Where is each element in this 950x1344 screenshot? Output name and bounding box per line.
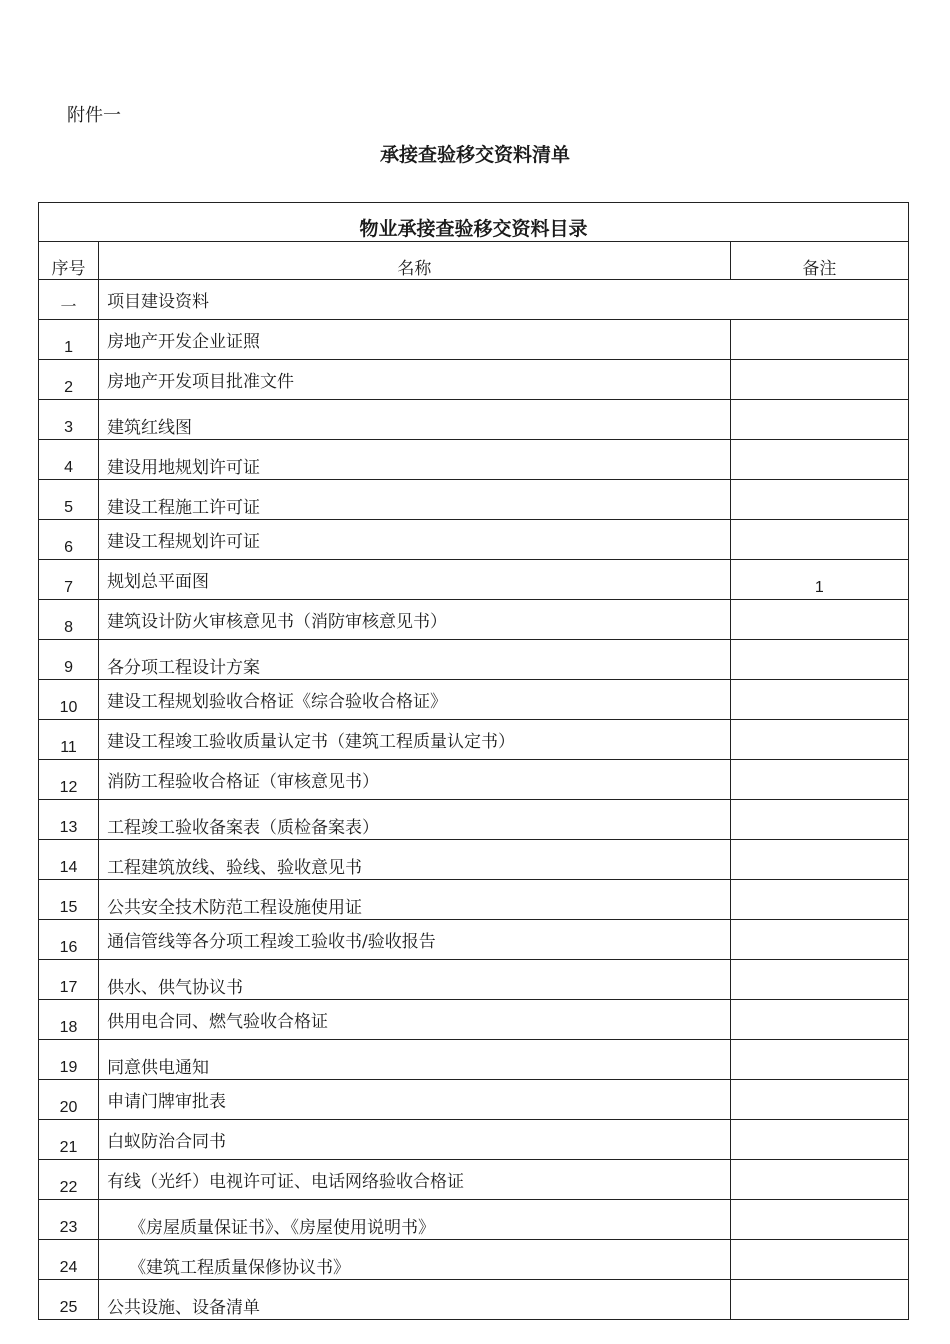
row-note: [730, 1200, 908, 1240]
row-number: 9: [39, 640, 99, 680]
table-row: [39, 1280, 909, 1320]
row-note: [730, 600, 908, 640]
attachment-label: 附件一: [67, 105, 121, 126]
row-note: [730, 440, 908, 480]
table-row: [39, 560, 909, 600]
table-row: [39, 640, 909, 680]
row-note: [730, 960, 908, 1000]
table-row: [39, 600, 909, 640]
header-name: 名称: [99, 242, 731, 280]
row-name: 有线（光纤）电视许可证、电话网络验收合格证: [99, 1160, 731, 1200]
row-note: [730, 1080, 908, 1120]
row-note: [730, 1160, 908, 1200]
row-name: 申请门牌审批表: [99, 1080, 731, 1120]
row-name: 《建筑工程质量保修协议书》: [99, 1240, 731, 1280]
table-row: [39, 760, 909, 800]
row-name: 消防工程验收合格证（审核意见书）: [99, 760, 731, 800]
table-row: [39, 480, 909, 520]
document-title: 承接查验移交资料清单: [379, 144, 570, 166]
row-note: [730, 680, 908, 720]
row-number: 22: [39, 1160, 99, 1200]
row-number: 10: [39, 680, 99, 720]
row-number: 5: [39, 480, 99, 520]
document-list-table: [38, 202, 909, 1320]
table-row: [39, 680, 909, 720]
table-row: [39, 520, 909, 560]
row-name: 规划总平面图: [99, 560, 731, 600]
row-number: 3: [39, 400, 99, 440]
row-note: [730, 400, 908, 440]
table-title: 物业承接查验移交资料目录: [39, 203, 909, 242]
table-title-row: [39, 203, 909, 242]
row-name: 建设工程竣工验收质量认定书（建筑工程质量认定书）: [99, 720, 731, 760]
header-no: 序号: [39, 242, 99, 280]
table-row: [39, 440, 909, 480]
row-note: [730, 480, 908, 520]
row-number: 2: [39, 360, 99, 400]
row-name: 《房屋质量保证书》、《房屋使用说明书》: [99, 1200, 731, 1240]
table-row: [39, 1040, 909, 1080]
row-name: 房地产开发企业证照: [99, 320, 731, 360]
row-name: 建筑设计防火审核意见书（消防审核意见书）: [99, 600, 731, 640]
table-row: [39, 1200, 909, 1240]
table-row: [39, 840, 909, 880]
row-note: [730, 640, 908, 680]
row-note: [730, 840, 908, 880]
row-number: 18: [39, 1000, 99, 1040]
row-number: 25: [39, 1280, 99, 1320]
section-name: 项目建设资料: [99, 280, 909, 320]
section-number: 一: [39, 280, 99, 320]
table-row: [39, 1120, 909, 1160]
header-row: [39, 242, 909, 280]
table-row: [39, 800, 909, 840]
table-row: [39, 920, 909, 960]
row-note: [730, 1120, 908, 1160]
table-row: [39, 1080, 909, 1120]
row-number: 15: [39, 880, 99, 920]
row-number: 21: [39, 1120, 99, 1160]
row-number: 8: [39, 600, 99, 640]
row-note: [730, 800, 908, 840]
row-note: [730, 320, 908, 360]
table-row: [39, 1000, 909, 1040]
row-number: 6: [39, 520, 99, 560]
row-note: [730, 520, 908, 560]
row-number: 1: [39, 320, 99, 360]
row-name: 供用电合同、燃气验收合格证: [99, 1000, 731, 1040]
header-note: 备注: [730, 242, 908, 280]
table-row: [39, 400, 909, 440]
row-number: 19: [39, 1040, 99, 1080]
row-number: 24: [39, 1240, 99, 1280]
row-note: [730, 1240, 908, 1280]
row-name: 各分项工程设计方案: [99, 640, 731, 680]
row-name: 建设工程规划许可证: [99, 520, 731, 560]
table-row: [39, 320, 909, 360]
row-note: [730, 1280, 908, 1320]
row-note: [730, 760, 908, 800]
table-row: [39, 360, 909, 400]
row-name: 建设用地规划许可证: [99, 440, 731, 480]
row-number: 13: [39, 800, 99, 840]
row-name: 供水、供气协议书: [99, 960, 731, 1000]
row-name: 建筑红线图: [99, 400, 731, 440]
row-number: 20: [39, 1080, 99, 1120]
row-number: 23: [39, 1200, 99, 1240]
row-note: [730, 1040, 908, 1080]
table-row: [39, 1240, 909, 1280]
row-number: 17: [39, 960, 99, 1000]
row-number: 4: [39, 440, 99, 480]
row-number: 12: [39, 760, 99, 800]
row-note: [730, 720, 908, 760]
row-note: [730, 920, 908, 960]
row-note: 1: [730, 560, 908, 600]
row-note: [730, 880, 908, 920]
row-number: 11: [39, 720, 99, 760]
row-name: 通信管线等各分项工程竣工验收书/验收报告: [99, 920, 731, 960]
section-row: [39, 280, 909, 320]
row-name: 工程建筑放线、验线、验收意见书: [99, 840, 731, 880]
row-note: [730, 360, 908, 400]
row-note: [730, 1000, 908, 1040]
row-name: 工程竣工验收备案表（质检备案表）: [99, 800, 731, 840]
row-name: 建设工程规划验收合格证《综合验收合格证》: [99, 680, 731, 720]
row-name: 同意供电通知: [99, 1040, 731, 1080]
row-name: 房地产开发项目批准文件: [99, 360, 731, 400]
row-number: 16: [39, 920, 99, 960]
row-name: 公共安全技术防范工程设施使用证: [99, 880, 731, 920]
row-name: 公共设施、设备清单: [99, 1280, 731, 1320]
row-name: 建设工程施工许可证: [99, 480, 731, 520]
row-number: 7: [39, 560, 99, 600]
table-row: [39, 1160, 909, 1200]
row-number: 14: [39, 840, 99, 880]
table-row: [39, 880, 909, 920]
row-name: 白蚁防治合同书: [99, 1120, 731, 1160]
table-row: [39, 720, 909, 760]
table-row: [39, 960, 909, 1000]
